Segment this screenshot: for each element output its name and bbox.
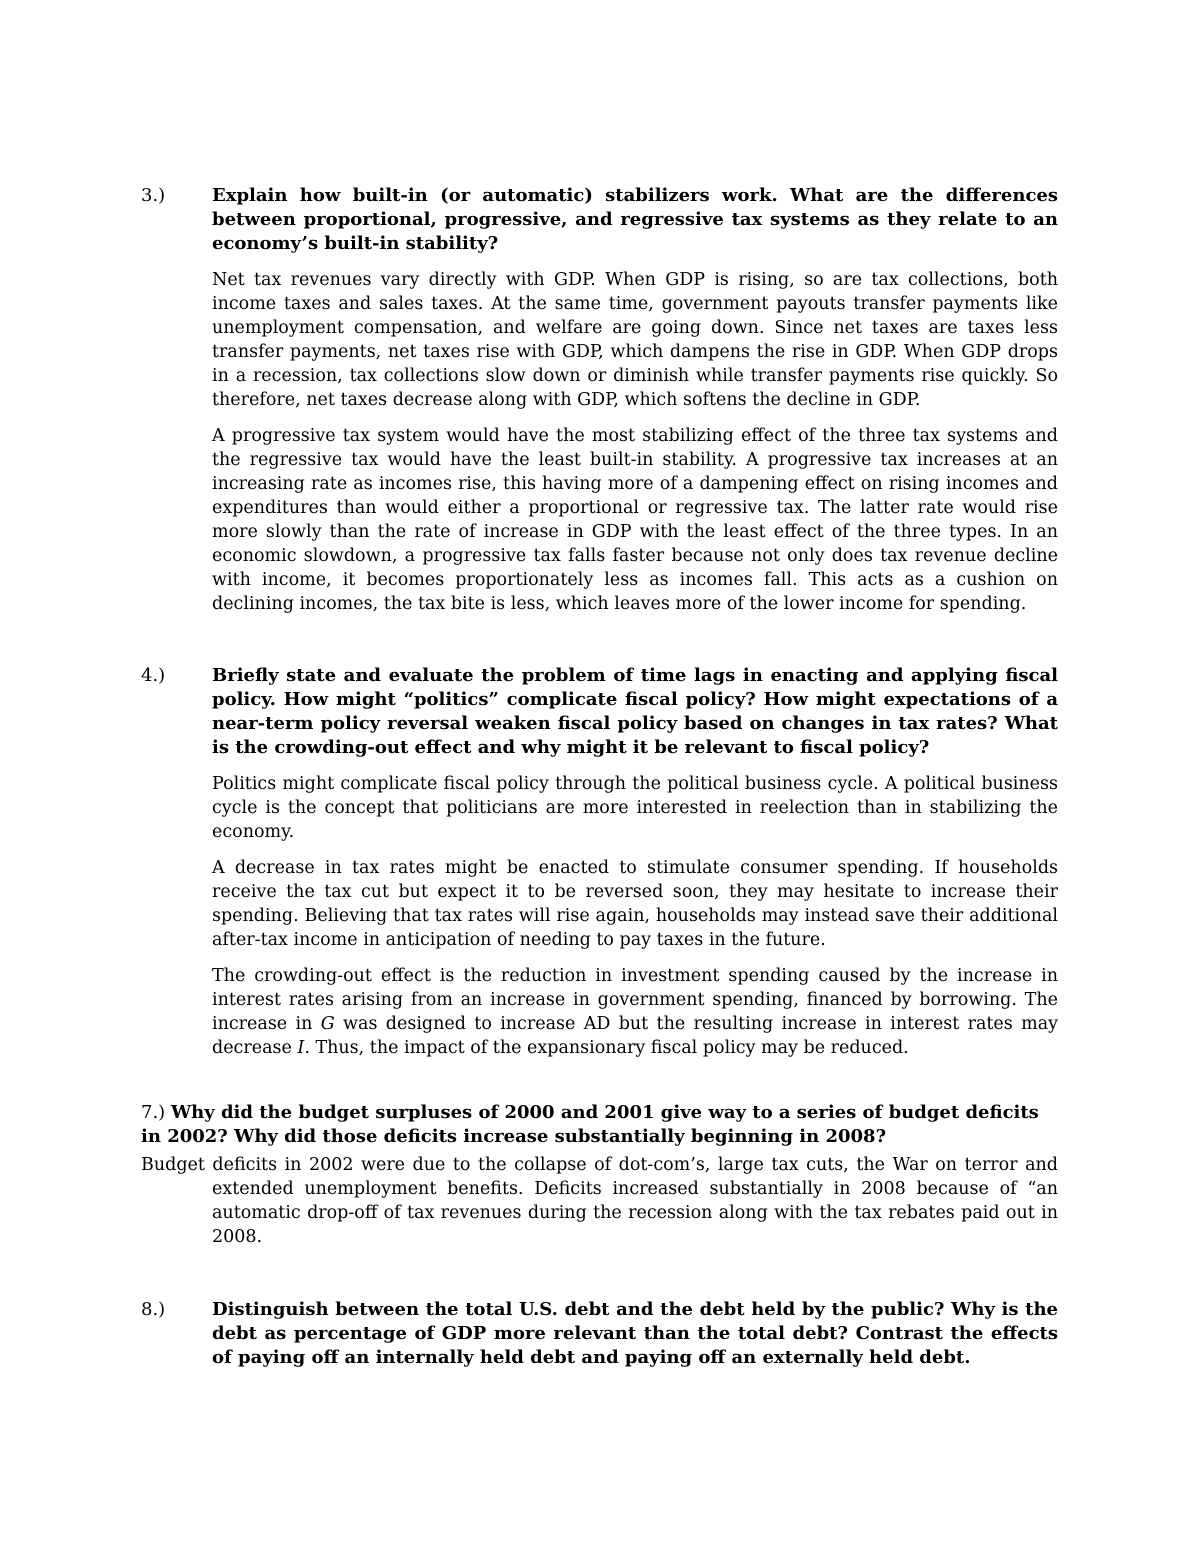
question-title-text: Why did the budget surpluses of 2000 and 2001 give way to a series of budget deficits in 2002? Why did those deficits increase substantially beginning in 2008? — [141, 1102, 1039, 1147]
answer-paragraph: A progressive tax system would have the most stabilizing effect of the three tax systems and the regressive tax would have the least built-in stability. A progressive tax increases at an increasing rate as incomes rise, this having more of a dampening effect on rising incomes and expenditures than would either a proportional or regressive tax. The latter rate would rise more slowly than the rate of increase in GDP with the least effect of the three types. In an economic slowdown, a progressive tax falls faster because not only does tax revenue decline with income, it becomes proportionately less as incomes fall. This acts as a cushion on declining incomes, the tax bite is less, which leaves more of the lower income for spending. — [212, 426, 1058, 614]
question-title: Briefly state and evaluate the problem of time lags in enacting and applying fiscal policy. How might “politics” complicate fiscal policy? How might expectations of a near-term policy reversal weaken fiscal policy based on changes in tax rates? What is the crowding-out effect and why might it be relevant to fiscal policy? — [212, 665, 1058, 758]
question-7 — [141, 1101, 1058, 1249]
text-run: The crowding-out effect is the reduction in investment spending caused by the increase in interest rates arising from an increase in government spending, financed by borrowing. The increase in — [212, 966, 1058, 1034]
text-run: was designed to increase AD but the resulting increase in interest rates may decrease — [212, 1014, 1059, 1058]
variable-i: I. — [297, 1038, 310, 1058]
question-number: 8.) — [141, 1299, 166, 1320]
answer-paragraph-crowding-out — [212, 964, 1058, 1060]
text-run: Thus, the impact of the expansionary fiscal policy may be reduced. — [309, 1038, 909, 1058]
answer-paragraph: Politics might complicate fiscal policy through the political business cycle. A political business cycle is the concept that politicians are more interested in reelection than in stabilizing the economy. — [212, 774, 1058, 842]
question-number: 3.) — [141, 185, 166, 206]
question-body — [212, 184, 1058, 616]
question-title: Explain how built-in (or automatic) stabilizers work. What are the differences between proportional, progressive, and regressive tax systems as they relate to an economy’s built-in stability? — [212, 185, 1058, 254]
question-number: 4.) — [141, 665, 166, 686]
question-number: 7.) — [141, 1102, 166, 1123]
question-body — [212, 664, 1058, 1060]
question-8 — [141, 1298, 1058, 1382]
answer-paragraph: Net tax revenues vary directly with GDP. When GDP is rising, so are tax collections, both income taxes and sales taxes. At the same time, government payouts transfer payments like unemployment compensation, and welfare are going down. Since net taxes are taxes less transfer payments, net taxes rise with GDP, which dampens the rise in GDP. When GDP drops in a recession, tax collections slow down or diminish while transfer payments rise quickly. So therefore, net taxes decrease along with GDP, which softens the decline in GDP. — [212, 270, 1058, 410]
answer-paragraph: A decrease in tax rates might be enacted to stimulate consumer spending. If households receive the tax cut but expect it to be reversed soon, they may hesitate to increase their spending. Believing that tax rates will rise again, households may instead save their additional after-tax income in anticipation of needing to pay taxes in the future. — [212, 858, 1058, 950]
question-4 — [141, 664, 1058, 1072]
variable-g: G — [320, 1014, 335, 1034]
question-title: Distinguish between the total U.S. debt and the debt held by the public? Why is the debt as percentage of GDP more relevant than the total debt? Contrast the effects of paying off an internally held debt and paying off an externally held debt. — [212, 1299, 1058, 1368]
question-title — [141, 1101, 1058, 1149]
answer-paragraph: Budget deficits in 2002 were due to the collapse of dot-com’s, large tax cuts, the War on terror and extended unemployment benefits. Deficits increased substantially in 2008 because of “an automatic drop-off of tax revenues during the recession along with the tax rebates paid out in 2008. — [141, 1155, 1058, 1247]
question-3 — [141, 184, 1058, 628]
question-body — [212, 1298, 1058, 1370]
